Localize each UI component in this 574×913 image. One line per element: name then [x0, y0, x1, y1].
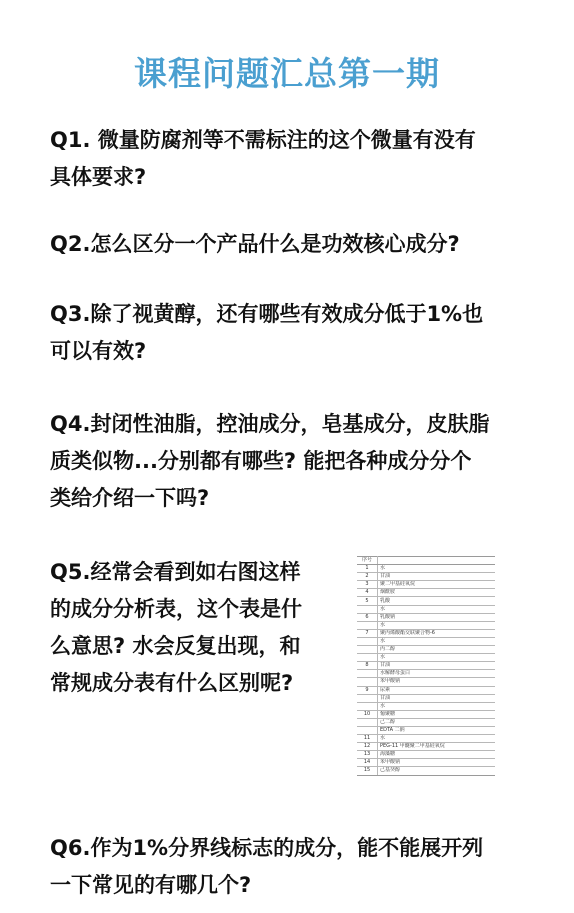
- question-line: Q3.除了视黄醇，还有哪些有效成分低于1%也: [50, 302, 484, 326]
- table-cell-ingredient: 苯甲酸钠: [378, 678, 496, 686]
- table-cell-ingredient: 乳酸钠: [378, 613, 496, 621]
- table-row: [357, 751, 495, 759]
- table-cell-number: [357, 637, 378, 645]
- table-cell-number: 15: [357, 767, 378, 775]
- table-cell-ingredient: 海藻糖: [378, 751, 496, 759]
- table-cell-number: [357, 702, 378, 710]
- table-cell-ingredient: 水: [378, 702, 496, 710]
- table-cell-number: [357, 646, 378, 654]
- question-line: 常规成分表有什么区别呢?: [50, 671, 294, 695]
- table-cell-number: [357, 654, 378, 662]
- table-cell-number: 8: [357, 662, 378, 670]
- table-cell-ingredient: PEG-11 甲醚聚二甲基硅氧烷: [378, 743, 496, 751]
- question-line: Q2.怎么区分一个产品什么是功效核心成分?: [50, 232, 460, 256]
- question-line: 么意思? 水会反复出现，和: [50, 634, 301, 658]
- table-cell-number: 10: [357, 710, 378, 718]
- table-row: [357, 621, 495, 629]
- question-5: [50, 554, 302, 702]
- table-row: [357, 759, 495, 767]
- question-3: [50, 296, 483, 370]
- question-2: [50, 226, 460, 263]
- question-line: 可以有效?: [50, 339, 147, 363]
- table-row: [357, 581, 495, 589]
- table-row: [357, 637, 495, 645]
- table-cell-ingredient: 烟酰胺: [378, 589, 496, 597]
- table-cell-ingredient: 水: [378, 654, 496, 662]
- table-cell-number: [357, 621, 378, 629]
- table-cell-ingredient: 甘油: [378, 573, 496, 581]
- table-row: [357, 694, 495, 702]
- table-cell-number: [357, 726, 378, 734]
- table-row: [357, 670, 495, 678]
- table-row: [357, 573, 495, 581]
- table-cell-number: [357, 678, 378, 686]
- table-cell-ingredient: 聚二甲基硅氧烷: [378, 581, 496, 589]
- question-line: 的成分分析表，这个表是什: [50, 597, 302, 621]
- table-row: [357, 718, 495, 726]
- question-line: 类给介绍一下吗?: [50, 486, 210, 510]
- table-row: [357, 686, 495, 694]
- table-row: [357, 646, 495, 654]
- table-cell-ingredient: 丙二醇: [378, 646, 496, 654]
- table-header-row: [357, 557, 495, 565]
- table-row: [357, 678, 495, 686]
- question-line: Q5.经常会看到如右图这样: [50, 560, 301, 584]
- table-cell-ingredient: 乳酸: [378, 597, 496, 605]
- table-cell-number: [357, 718, 378, 726]
- table-cell-number: 6: [357, 613, 378, 621]
- table-header-cell: 序号: [357, 557, 378, 565]
- table-row: [357, 767, 495, 775]
- table-cell-number: 9: [357, 686, 378, 694]
- table-cell-ingredient: 聚丙烯酸酯交联聚合物-6: [378, 629, 496, 637]
- table-cell-ingredient: 水: [378, 621, 496, 629]
- table-row: [357, 605, 495, 613]
- table-cell-number: [357, 605, 378, 613]
- table-row: [357, 710, 495, 718]
- table-row: [357, 743, 495, 751]
- table-cell-number: 12: [357, 743, 378, 751]
- question-line: 质类似物...分别都有哪些? 能把各种成分分个: [50, 449, 472, 473]
- question-line: 一下常见的有哪几个?: [50, 873, 252, 897]
- question-line: Q4.封闭性油脂，控油成分，皂基成分，皮肤脂: [50, 412, 490, 436]
- table-row: [357, 726, 495, 734]
- table-cell-ingredient: 水: [378, 637, 496, 645]
- ingredient-analysis-table: [357, 556, 495, 776]
- table-cell-ingredient: 水: [378, 605, 496, 613]
- table-cell-number: 3: [357, 581, 378, 589]
- table-cell-ingredient: 水: [378, 735, 496, 743]
- table-cell-ingredient: 甘油: [378, 694, 496, 702]
- table-cell-ingredient: 甘油: [378, 662, 496, 670]
- question-4: [50, 406, 489, 517]
- table-row: [357, 702, 495, 710]
- table-cell-ingredient: 水: [378, 565, 496, 573]
- table-row: [357, 654, 495, 662]
- table-cell-number: 4: [357, 589, 378, 597]
- table-row: [357, 735, 495, 743]
- table-cell-number: 1: [357, 565, 378, 573]
- question-6: [50, 830, 483, 904]
- table-cell-ingredient: EDTA 二钠: [378, 726, 496, 734]
- table-cell-number: 14: [357, 759, 378, 767]
- table-cell-number: 5: [357, 597, 378, 605]
- table-row: [357, 589, 495, 597]
- table-row: [357, 597, 495, 605]
- table-row: [357, 629, 495, 637]
- table-row: [357, 662, 495, 670]
- question-line: Q1. 微量防腐剂等不需标注的这个微量有没有: [50, 128, 476, 152]
- table-row: [357, 565, 495, 573]
- table-cell-number: 13: [357, 751, 378, 759]
- table-cell-number: [357, 694, 378, 702]
- table-cell-number: 2: [357, 573, 378, 581]
- question-line: 具体要求?: [50, 165, 147, 189]
- table-row: [357, 613, 495, 621]
- table-cell-ingredient: 己二醇: [378, 718, 496, 726]
- table-cell-number: 7: [357, 629, 378, 637]
- question-line: Q6.作为1%分界线标志的成分，能不能展开列: [50, 836, 484, 860]
- question-1: [50, 122, 476, 196]
- table-cell-ingredient: 己基癸醇: [378, 767, 496, 775]
- page-title: 课程问题汇总第一期: [134, 54, 440, 93]
- table-header-cell: [378, 557, 496, 565]
- table-cell-number: [357, 670, 378, 678]
- table-cell-ingredient: 苯甲酸钠: [378, 759, 496, 767]
- table-cell-ingredient: 尿素: [378, 686, 496, 694]
- table-cell-ingredient: 葡聚糖: [378, 710, 496, 718]
- table-cell-ingredient: 水解酵母蛋白: [378, 670, 496, 678]
- table-cell-number: 11: [357, 735, 378, 743]
- table-body: [357, 565, 495, 775]
